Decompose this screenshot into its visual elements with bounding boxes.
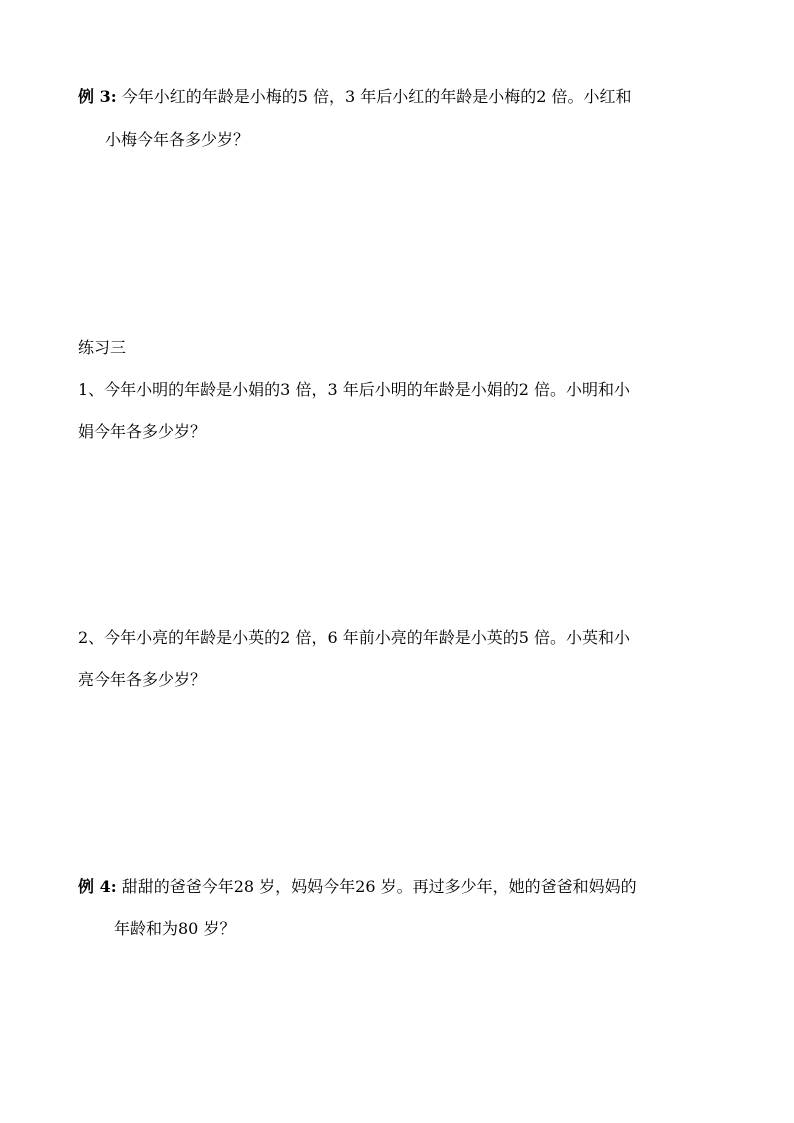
practice-question2-line2: 亮今年各多少岁？ [78, 670, 207, 689]
example3-label: 例 3: [78, 87, 117, 106]
example4-label: 例 4: [78, 877, 117, 896]
practice-question1-line2: 娟今年各多少岁？ [78, 422, 207, 441]
example4-text-line1: 甜甜的爸爸今年28 岁，妈妈今年26 岁。再过多少年，她的爸爸和妈妈的 [121, 877, 637, 896]
example4-question-line1 [78, 877, 637, 897]
example4-question-line2: 年龄和为80 岁？ [114, 919, 236, 938]
practice-question2-line1: 2、今年小亮的年龄是小英的2 倍，6 年前小亮的年龄是小英的5 倍。小英和小 [78, 628, 630, 647]
example3-text-line1: 今年小红的年龄是小梅的5 倍，3 年后小红的年龄是小梅的2 倍。小红和 [121, 87, 632, 106]
practice-question1-line1: 1、今年小明的年龄是小娟的3 倍，3 年后小明的年龄是小娟的2 倍。小明和小 [78, 380, 630, 399]
practice-section-title: 练习三 [78, 338, 127, 357]
example3-question-line1 [78, 87, 632, 107]
example3-question-line2: 小梅今年各多少岁？ [105, 130, 250, 149]
